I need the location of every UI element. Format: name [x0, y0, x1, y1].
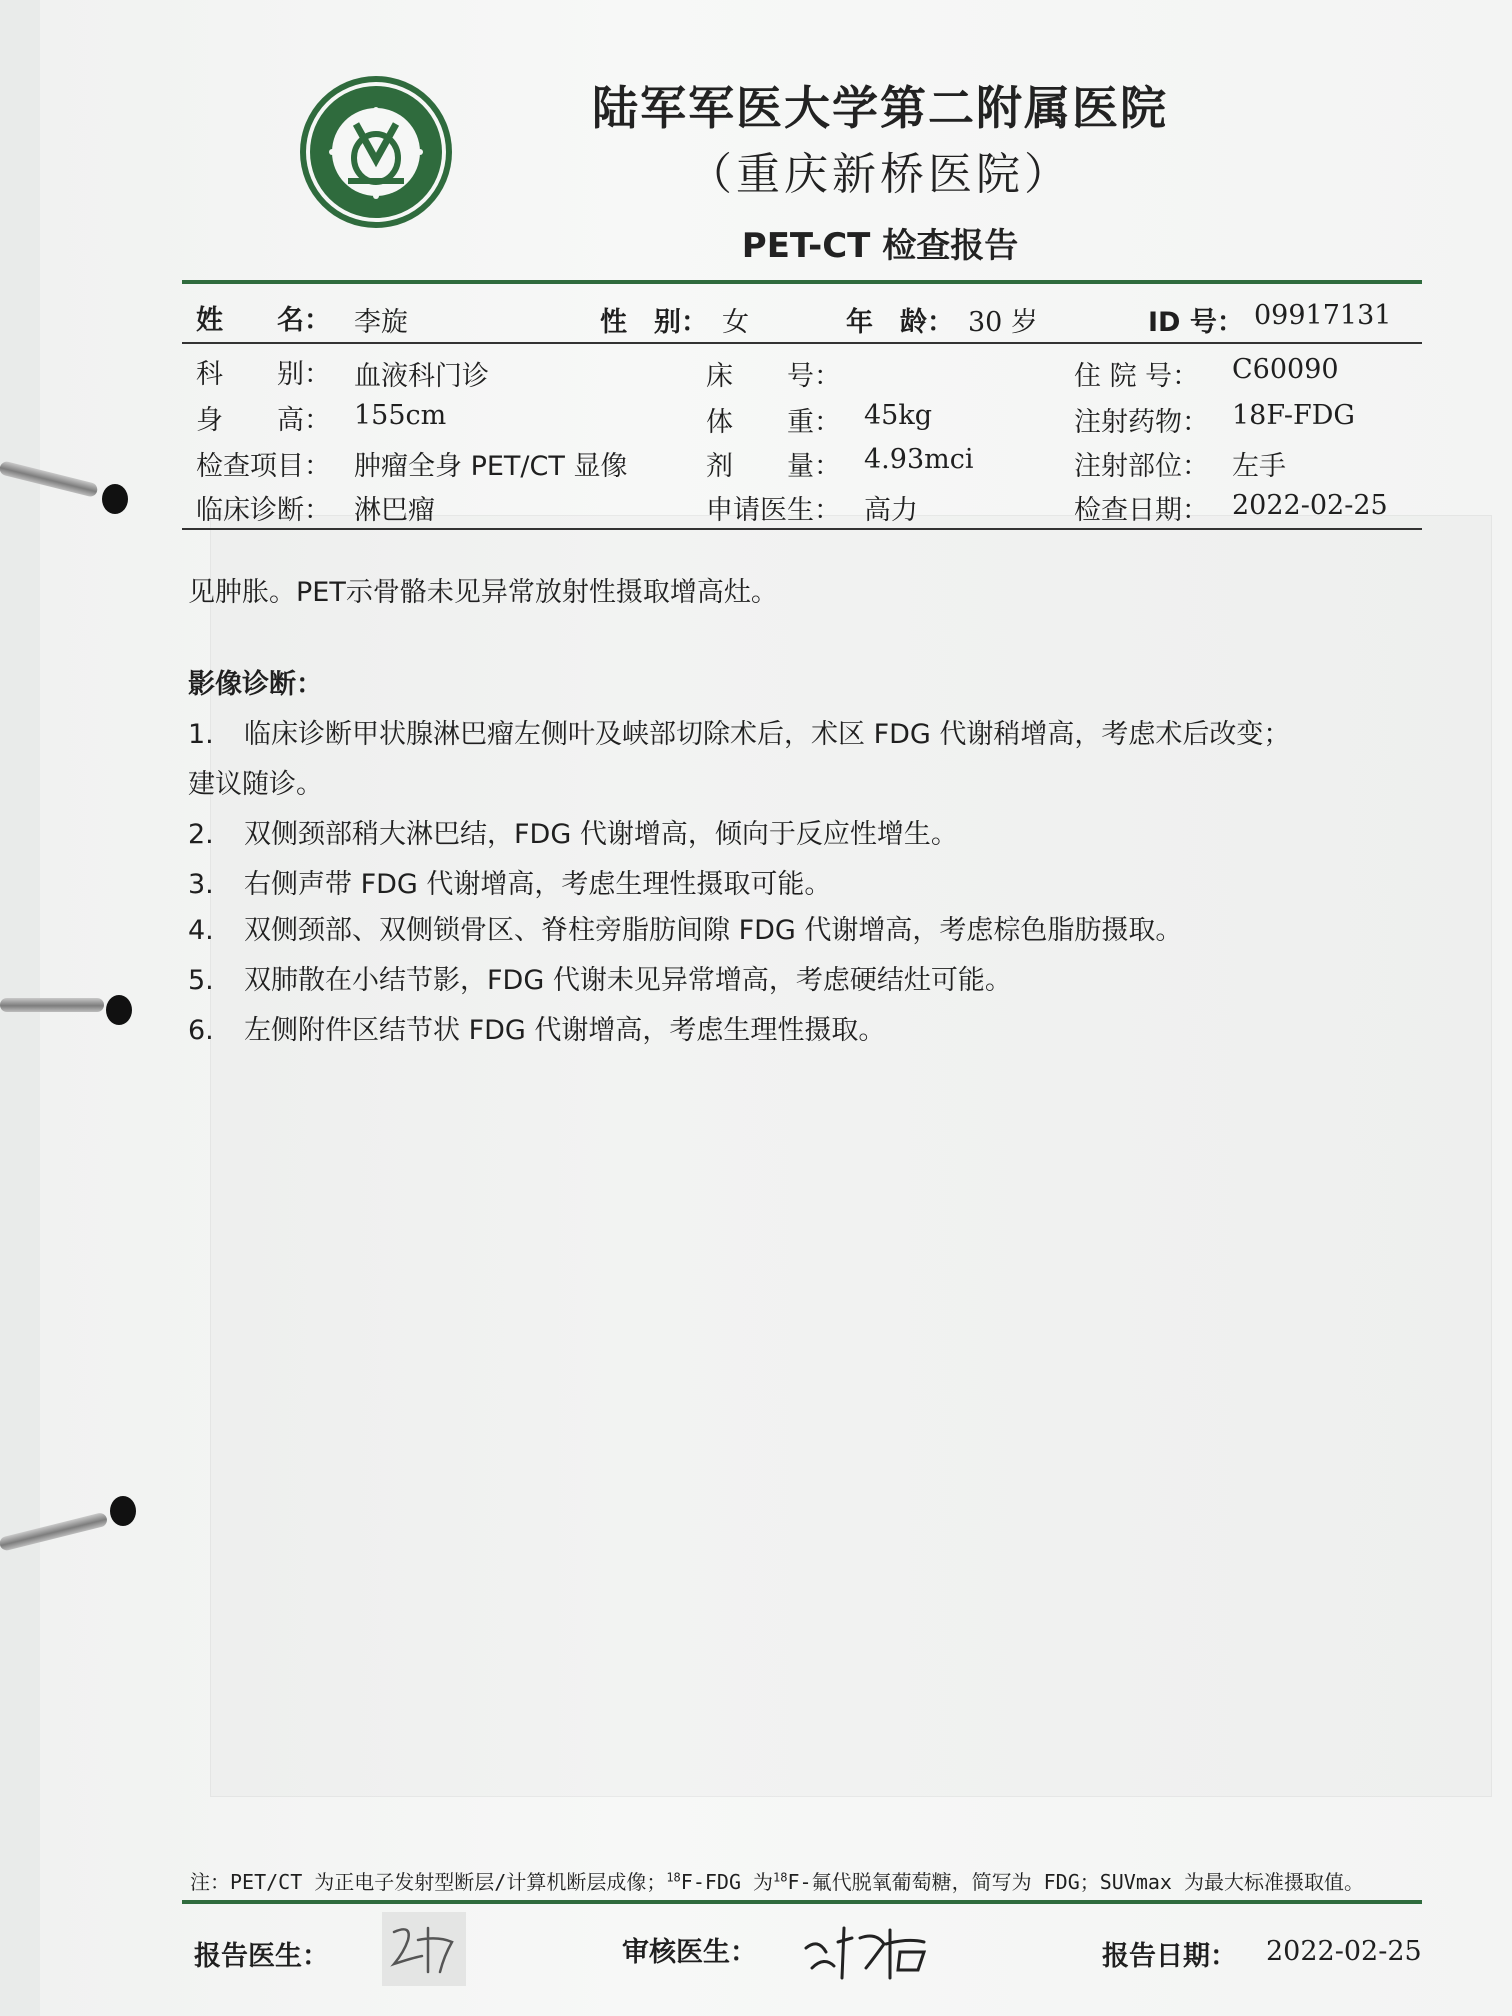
diagnosis-number: 1.	[188, 719, 214, 750]
show-through-image	[210, 515, 1492, 1797]
binder-ring-middle	[0, 998, 104, 1012]
age-label: 年 龄：	[846, 307, 954, 338]
diagnosis-item	[188, 958, 1012, 997]
diagnosis-number: 3.	[188, 869, 214, 900]
dept-value: 血液科门诊	[354, 361, 489, 392]
report-date-value: 2022-02-25	[1266, 1936, 1422, 1967]
footnote	[190, 1866, 1364, 1895]
exam-label: 检查项目：	[196, 451, 331, 482]
diagnosis-item	[188, 908, 1182, 947]
patient-id: 09917131	[1254, 300, 1392, 331]
clinical-label: 临床诊断：	[196, 495, 331, 526]
details-divider	[182, 528, 1422, 530]
doctor-label: 申请医生：	[706, 495, 841, 526]
footnote-suffix: F-氟代脱氧葡萄糖，简写为 FDG；SUVmax 为最大标准摄取值。	[787, 1870, 1365, 1894]
dose-value: 4.93mci	[864, 444, 974, 475]
patient-sex: 女	[722, 307, 749, 338]
binder-hole-top	[102, 484, 128, 514]
diagnosis-item	[188, 712, 1290, 751]
footnote-mid: F-FDG 为	[680, 1870, 774, 1894]
reviewer-label: 审核医生：	[622, 1937, 757, 1968]
diagnosis-number: 5.	[188, 965, 214, 996]
hospital-alt-name: （重庆新桥医院）	[688, 149, 1072, 200]
footnote-sup-1: 18	[666, 1870, 681, 1885]
reviewer-signature	[798, 1908, 948, 1990]
diagnosis-text: 临床诊断甲状腺淋巴瘤左侧叶及峡部切除术后，术区 FDG 代谢稍增高，考虑术后改变；	[244, 719, 1291, 750]
height-label: 身 高：	[196, 405, 331, 436]
header-divider	[182, 280, 1422, 284]
bed-label: 床 号：	[706, 361, 841, 392]
weight-label: 体 重：	[706, 407, 841, 438]
clinical-value: 淋巴瘤	[354, 495, 435, 526]
hospital-name: 陆军军医大学第二附属医院	[592, 81, 1168, 135]
report-title: PET-CT 检查报告	[741, 226, 1019, 266]
diagnosis-text: 双侧颈部稍大淋巴结，FDG 代谢增高，倾向于反应性增生。	[244, 819, 958, 850]
binder-hole-middle	[106, 995, 132, 1025]
binder-hole-bottom	[110, 1496, 136, 1526]
diagnosis-text: 右侧声带 FDG 代谢增高，考虑生理性摄取可能。	[244, 869, 832, 900]
id-label: ID 号：	[1148, 307, 1244, 338]
footer-divider	[182, 1900, 1422, 1904]
inpatient-label: 住 院 号：	[1074, 361, 1200, 392]
reporter-label: 报告医生：	[194, 1941, 329, 1972]
sex-label: 性 别：	[600, 307, 708, 338]
exam-value: 肿瘤全身 PET/CT 显像	[354, 451, 628, 482]
diagnosis-number: 2.	[188, 819, 214, 850]
report-date-label: 报告日期：	[1102, 1941, 1237, 1972]
patient-name: 李旋	[354, 307, 408, 338]
doctor-value: 高力	[864, 495, 918, 526]
dose-label: 剂 量：	[706, 451, 841, 482]
diagnosis-text: 双肺散在小结节影，FDG 代谢未见异常增高，考虑硬结灶可能。	[244, 965, 1012, 996]
footnote-sup-2: 18	[773, 1870, 788, 1885]
footnote-prefix: 注：PET/CT 为正电子发射型断层/计算机断层成像；	[190, 1870, 667, 1894]
patient-row-divider	[182, 342, 1422, 344]
date-value: 2022-02-25	[1232, 490, 1388, 521]
height-value: 155cm	[354, 400, 447, 431]
diagnosis-number: 4.	[188, 915, 214, 946]
weight-value: 45kg	[864, 400, 933, 431]
diagnosis-text: 左侧附件区结节状 FDG 代谢增高，考虑生理性摄取。	[244, 1015, 886, 1046]
inpatient-value: C60090	[1232, 354, 1339, 385]
findings-text: 见肿胀。PET示骨骼未见异常放射性摄取增高灶。	[188, 577, 778, 608]
patient-age: 30 岁	[968, 307, 1038, 338]
diagnosis-continuation: 建议随诊。	[188, 769, 323, 800]
site-label: 注射部位：	[1074, 451, 1209, 482]
diagnosis-item	[188, 862, 831, 901]
dept-label: 科 别：	[196, 359, 331, 390]
drug-label: 注射药物：	[1074, 407, 1209, 438]
diagnosis-item	[188, 1008, 885, 1047]
diagnosis-heading: 影像诊断：	[188, 669, 323, 700]
drug-value: 18F-FDG	[1232, 400, 1355, 431]
site-value: 左手	[1232, 451, 1286, 482]
name-label: 姓 名：	[196, 305, 331, 336]
reporter-signature	[382, 1912, 466, 1986]
hospital-logo	[298, 74, 454, 230]
date-label: 检查日期：	[1074, 495, 1209, 526]
diagnosis-number: 6.	[188, 1015, 214, 1046]
diagnosis-text: 双侧颈部、双侧锁骨区、脊柱旁脂肪间隙 FDG 代谢增高，考虑棕色脂肪摄取。	[244, 915, 1183, 946]
diagnosis-item	[188, 812, 958, 851]
